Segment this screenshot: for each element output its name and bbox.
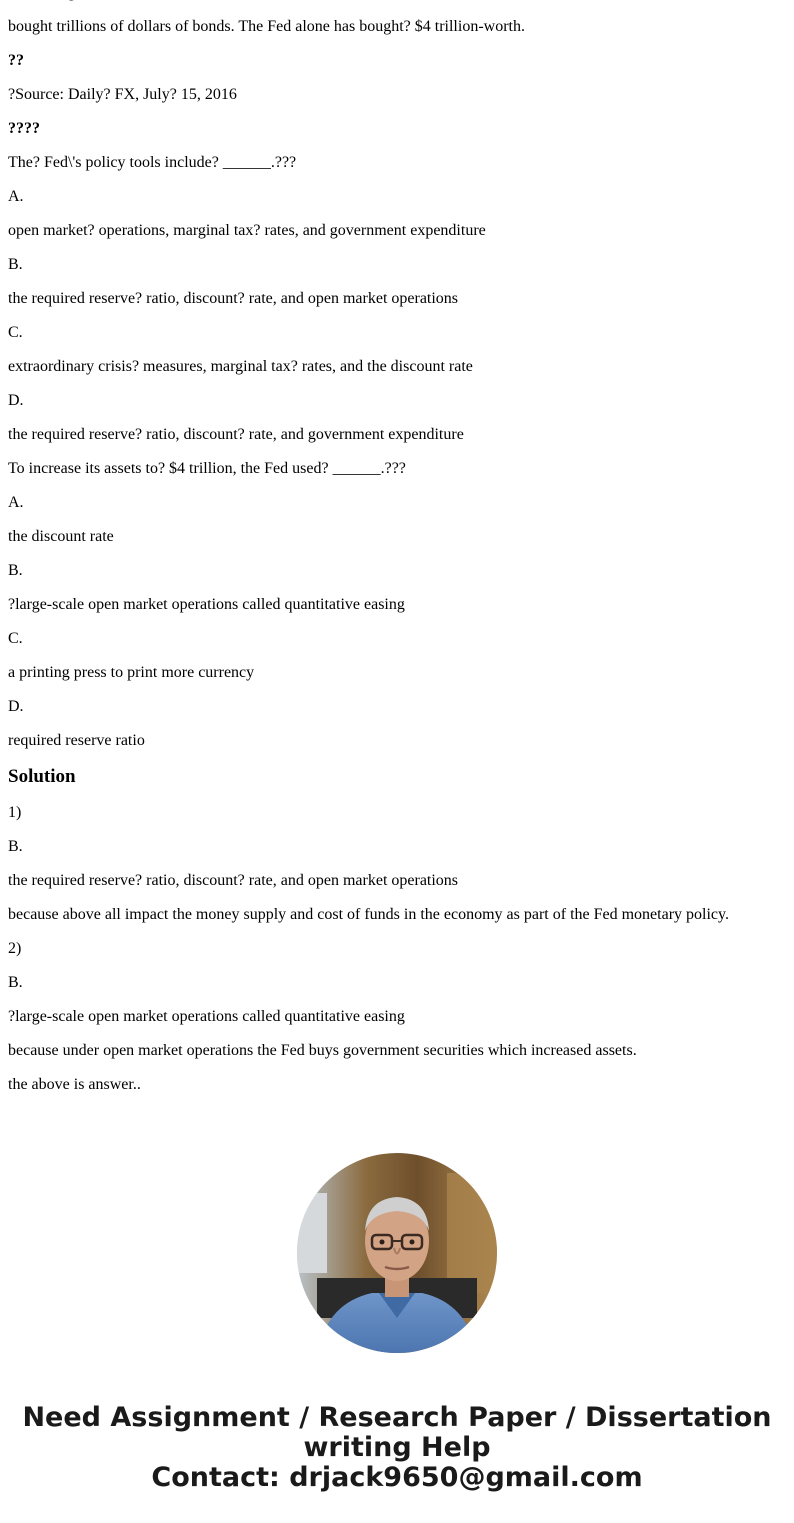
solution-heading: Solution (8, 766, 76, 787)
text-line: the required reserve? ratio, discount? rate, and government expenditure (8, 426, 464, 443)
text-line: A. (8, 494, 24, 511)
text-line: open market? operations, marginal tax? rates, and government expenditure (8, 222, 486, 239)
text-line: C. (8, 630, 23, 647)
solution-line: because above all impact the money supply and cost of funds in the economy as part of the Fed monetary policy. (8, 906, 729, 923)
promo-contact: Contact: drjack9650@gmail.com (151, 1462, 643, 1493)
text-line (8, 0, 786, 2)
text-line: D. (8, 392, 24, 409)
text-line: bought trillions of dollars of bonds. The Fed alone has bought? $4 trillion-worth. (8, 18, 525, 35)
text-line: B. (8, 256, 23, 273)
solution-line: because under open market operations the Fed buys government securities which increased assets. (8, 1042, 637, 1059)
bold-line: ?? (8, 52, 24, 69)
text-line: ?large-scale open market operations called quantitative easing (8, 596, 405, 613)
text-line: a printing press to print more currency (8, 664, 255, 681)
solution-line: 1) (8, 804, 22, 821)
promo-line-1: Need Assignment / Research Paper / Dissertation (22, 1402, 772, 1433)
document-body (8, 0, 786, 1110)
solution-line: B. (8, 974, 23, 991)
solution-line: B. (8, 838, 23, 855)
promo-banner (0, 1403, 794, 1493)
solution-line: ?large-scale open market operations called quantitative easing (8, 1008, 405, 1025)
text-line: The? Fed\'s policy tools include? ______.??? (8, 154, 297, 171)
text-line: required reserve ratio (8, 732, 145, 749)
author-avatar (297, 1153, 497, 1353)
solution-line: the required reserve? ratio, discount? rate, and open market operations (8, 872, 459, 889)
solution-line: 2) (8, 940, 22, 957)
text-line: C. (8, 324, 23, 341)
text-line: ?Source: Daily? FX, July? 15, 2016 (8, 86, 237, 103)
text-line: extraordinary crisis? measures, marginal tax? rates, and the discount rate (8, 358, 473, 375)
text-line: A. (8, 188, 24, 205)
text-line: the discount rate (8, 528, 114, 545)
question-section (8, 0, 786, 750)
text-line: D. (8, 698, 24, 715)
promo-line-2: writing Help (303, 1432, 491, 1463)
bold-line: ???? (8, 120, 40, 137)
solution-section (8, 804, 786, 1094)
text-line: the required reserve? ratio, discount? rate, and open market operations (8, 290, 459, 307)
text-line: To increase its assets to? $4 trillion, the Fed used? ______.??? (8, 460, 406, 477)
solution-line: the above is answer.. (8, 1076, 141, 1093)
text-line: B. (8, 562, 23, 579)
